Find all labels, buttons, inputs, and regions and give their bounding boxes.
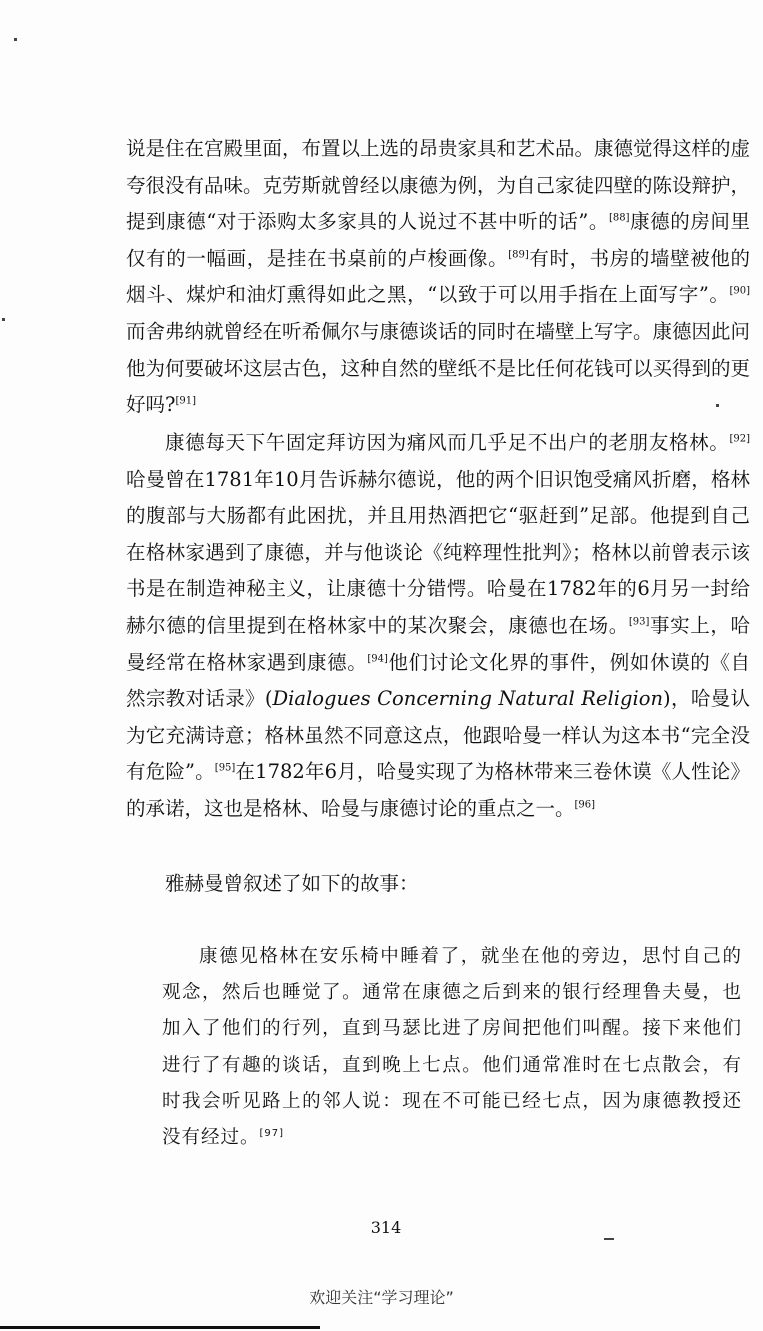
footnote-ref: [91] bbox=[175, 395, 196, 407]
scan-speck bbox=[716, 404, 719, 407]
text-run: 雅赫曼曾叙述了如下的故事： bbox=[165, 872, 419, 895]
paragraph-3 bbox=[126, 866, 750, 903]
text-run: 而舍弗纳就曾经在听希佩尔与康德谈话的同时在墙壁上写字。康德因此问他为何要破坏这层古色，这种自然的壁纸不是比任何花钱可以买得到的更好吗? bbox=[126, 319, 751, 417]
scan-speck bbox=[604, 1238, 614, 1240]
text-run: )，哈曼认为它充满诗意；格林虽然不同意这点，他跟哈曼一样认为这本书“完全没有危险”。 bbox=[126, 687, 751, 784]
footnote-ref: [89] bbox=[508, 249, 529, 261]
block-quote bbox=[162, 939, 742, 1156]
text-run: 康德见格林在安乐椅中睡着了，就坐在他的旁边，思忖自己的观念，然后也睡觉了。通常在康德之后到来的银行经理鲁夫曼，也加入了他们的行列，直到马瑟比进了房间把他们叫醒。接下来他们进行了有趣的谈话，直到晚上七点。他们通常准时在七点散会，有时我会听见路上的邻人说：现在不可能已经七点，因为康德教授还没有经过。 bbox=[162, 946, 742, 1149]
page-number: 314 bbox=[370, 1218, 402, 1237]
footnote-ref: [88] bbox=[608, 212, 630, 224]
text-run: 康德每天下午固定拜访因为痛风而几乎足不出户的老朋友格林。 bbox=[165, 431, 730, 454]
text-run: 他们讨论文化界的事件，例如休谟的《自然宗教对话录》( bbox=[126, 650, 750, 711]
text-run: 说是住在宫殿里面，布置以上选的昂贵家具和艺术品。康德觉得这样的虚夸很没有品味。克劳斯就曾经以康德为例，为自己家徒四壁的陈设辩护，提到康德“对于添购太多家具的人说过不甚中听的话”。 bbox=[126, 137, 751, 234]
text-run: 有时，书房的墙壁被他的烟斗、煤炉和油灯熏得如此之黑，“以致于可以用手指在上面写字”。 bbox=[126, 246, 750, 307]
footnote-ref: [90] bbox=[729, 285, 750, 297]
footnote-ref: [96] bbox=[574, 799, 596, 811]
footnote-ref: [95] bbox=[214, 762, 236, 774]
paragraph-1 bbox=[126, 131, 750, 424]
scan-speck bbox=[2, 318, 5, 321]
footnote-ref: [92] bbox=[729, 433, 750, 445]
scan-speck bbox=[14, 38, 17, 41]
footnote-ref: [93] bbox=[628, 616, 650, 628]
paragraph-2 bbox=[126, 425, 750, 828]
text-run: 在1782年6月，哈曼实现了为格林带来三卷休谟《人性论》的承诺，这也是格林、哈曼与康德讨论的重点之一。 bbox=[126, 760, 750, 820]
text-run: 康德的房间里仅有的一幅画，是挂在书桌前的卢梭画像。 bbox=[126, 210, 750, 270]
text-run: 哈曼曾在1781年10月告诉赫尔德说，他的两个旧识饱受痛风折磨，格林的腹部与大肠都有此困扰，并且用热酒把它“驱赶到”足部。他提到自己在格林家遇到了康德，并与他谈论《纯粹理性批判》；格林以前曾表示该书是在制造神秘主义，让康德十分错愕。哈曼在1782年的6月另一封给赫尔德的信里提到在格林家中的某次聚会，康德也在场。 bbox=[126, 467, 750, 637]
footnote-ref: [97] bbox=[259, 1127, 285, 1139]
footnote-ref: [94] bbox=[367, 653, 388, 665]
english-title: Dialogues Concerning Natural Religion bbox=[272, 687, 664, 711]
footer-note: 欢迎关注“学习理论” bbox=[309, 1288, 454, 1307]
scan-edge-line bbox=[0, 1326, 320, 1329]
text-run: 事实上，哈曼经常在格林家遇到康德。 bbox=[126, 613, 750, 674]
